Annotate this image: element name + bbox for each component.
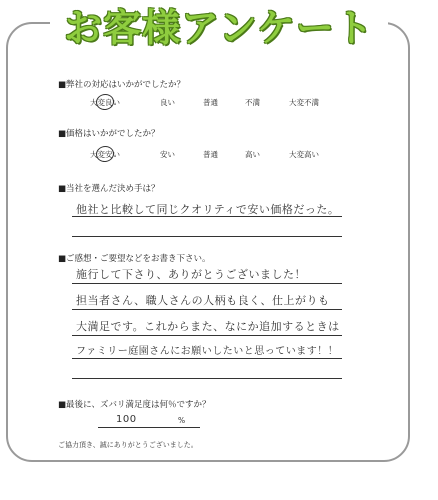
service-option-2: 良い <box>160 98 175 107</box>
price-option-2: 安い <box>160 150 175 159</box>
thanks-note: ご協力頂き、誠にありがとうございました。 <box>58 441 198 449</box>
answer-line <box>72 358 342 359</box>
question-satisfaction: ■最後に、ズバリ満足度は何％ですか？ <box>58 400 211 410</box>
satisfaction-unit: % <box>178 416 186 425</box>
title-bar <box>0 0 438 60</box>
answer-line <box>72 236 342 237</box>
price-option-4: 高い <box>245 150 260 159</box>
satisfaction-value: 100 <box>116 414 137 425</box>
answer-line <box>72 216 342 217</box>
comment-line-2: 担当者さん、職人さんの人柄も良く、仕上がりも <box>76 294 330 307</box>
answer-line <box>72 335 342 336</box>
answer-line <box>72 309 342 310</box>
answer-line <box>98 427 200 428</box>
comment-line-3: 大満足です。これからまた、なにか追加するときは <box>76 320 340 333</box>
service-option-1: 大変良い <box>90 97 120 108</box>
question-comments: ■ご感想・ご要望などをお書き下さい。 <box>58 254 211 264</box>
question-reason: ■当社を選んだ決め手は？ <box>58 184 160 194</box>
service-option-4: 不満 <box>245 98 260 107</box>
answer-line <box>72 283 342 284</box>
comment-line-4: ファミリー庭園さんにお願いしたいと思っています！！ <box>76 346 339 357</box>
comment-line-1: 施行して下さり、ありがとうございました！ <box>76 268 306 281</box>
page-title: お客様アンケート <box>50 0 388 56</box>
price-option-3: 普通 <box>203 150 218 159</box>
price-option-1: 大変安い <box>90 149 120 160</box>
question-price: ■価格はいかがでしたか？ <box>58 129 160 139</box>
service-option-5: 大変不満 <box>289 98 319 107</box>
answer-line <box>72 378 342 379</box>
price-option-5: 大変高い <box>289 150 319 159</box>
reason-answer: 他社と比較して同じクオリティで安い価格だった。 <box>76 203 340 216</box>
service-option-3: 普通 <box>203 98 218 107</box>
question-service: ■弊社の対応はいかがでしたか？ <box>58 80 186 90</box>
